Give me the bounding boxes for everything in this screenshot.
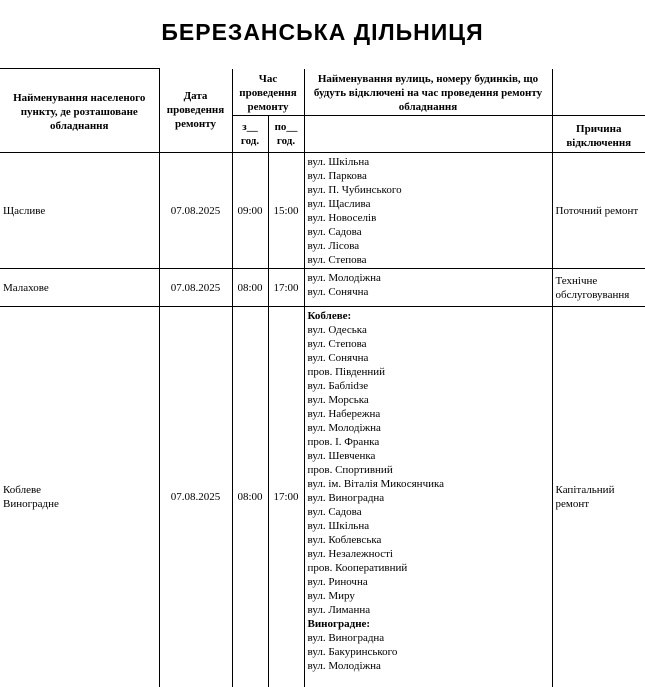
settlement-cell: Малахове [0, 269, 159, 307]
street-item: вул. Бабліdзе [307, 380, 369, 392]
date-cell: 07.08.2025 [159, 269, 232, 307]
time-from-cell: 09:00 [232, 153, 268, 269]
street-item: пров. Спортивний [307, 464, 393, 476]
date-cell: 07.08.2025 [159, 307, 232, 687]
time-from-cell: 08:00 [232, 307, 268, 687]
street-item: вул. Лиманна [307, 604, 371, 616]
street-item: вул. Набережна [307, 408, 381, 420]
header-streets: Найменування вулиць, номеру будинків, що будуть відключені на час проведення ремонту обладнання [304, 69, 552, 116]
street-group-title: Виноградне: [307, 618, 371, 630]
street-item: вул. Коблевська [307, 534, 382, 546]
header-row [0, 69, 645, 116]
header-date: Дата проведення ремонту [159, 69, 232, 153]
street-item: вул. Садова [307, 506, 362, 518]
page-title: БЕРЕЗАНСЬКА ДІЛЬНИЦЯ [161, 19, 484, 45]
table-row [0, 307, 645, 687]
time-to-cell: 17:00 [268, 307, 304, 687]
street-group-title: Коблеве: [307, 310, 352, 322]
header-time: Час проведення ремонту [232, 69, 304, 116]
street-item: вул. Миру [307, 590, 355, 602]
table-row [0, 153, 645, 269]
street-item: вул. Морська [307, 394, 369, 406]
street-item: вул. П. Чубинського [307, 184, 402, 196]
street-item: вул. Молодіжна [307, 422, 381, 434]
header-time-to: по__ год. [268, 116, 304, 153]
street-item: вул. Молодіжна [307, 272, 381, 284]
street-item: вул. Одеська [307, 324, 367, 336]
street-item: вул. Степова [307, 338, 367, 350]
street-item: вул. Садова [307, 226, 362, 238]
settlement-line: Виноградне [3, 497, 59, 510]
streets-cell [304, 153, 552, 269]
header-blank [552, 69, 645, 116]
streets-cell [304, 269, 552, 307]
date-cell: 07.08.2025 [159, 153, 232, 269]
street-item: вул. Сонячна [307, 286, 369, 298]
street-item: вул. Виноградна [307, 632, 385, 644]
street-item: вул. Степова [307, 254, 367, 266]
street-item: вул. Шевченка [307, 450, 376, 462]
header-time-from: з__ год. [232, 116, 268, 153]
time-to-cell: 17:00 [268, 269, 304, 307]
street-item: вул. Бакуринського [307, 646, 398, 658]
street-item: пров. Кооперативний [307, 562, 408, 574]
settlement-cell: Щасливе [0, 153, 159, 269]
street-item: вул. Шкільна [307, 156, 370, 168]
reason-cell: Капітальний ремонт [552, 307, 645, 687]
header-streets-spacer [304, 116, 552, 153]
street-item: вул. ім. Віталія Микосянчика [307, 478, 445, 490]
streets-cell [304, 307, 552, 687]
settlement-line: Коблеве [3, 483, 41, 496]
table-row [0, 269, 645, 307]
street-item: вул. Шкільна [307, 520, 370, 532]
outage-table [0, 68, 645, 687]
time-to-cell: 15:00 [268, 153, 304, 269]
time-from-cell: 08:00 [232, 269, 268, 307]
street-item: вул. Виноградна [307, 492, 385, 504]
street-item: вул. Сонячна [307, 352, 369, 364]
reason-cell: Технічне обслуговування [552, 269, 645, 307]
street-item: вул. Щаслива [307, 198, 371, 210]
street-item: вул. Молодіжна [307, 660, 381, 672]
street-item: пров. Південний [307, 366, 386, 378]
street-item: вул. Новоселів [307, 212, 377, 224]
street-item: вул. Риночна [307, 576, 368, 588]
street-item: пров. І. Франка [307, 436, 380, 448]
header-reason: Причина відключення [552, 116, 645, 153]
street-item: вул. Лісова [307, 240, 360, 252]
reason-cell: Поточний ремонт [552, 153, 645, 269]
header-settlement: Найменування населеного пункту, де розташоване обладнання [0, 69, 159, 153]
settlement-cell [0, 307, 159, 687]
street-item: вул. Паркова [307, 170, 367, 182]
street-item: вул. Незалежності [307, 548, 393, 560]
